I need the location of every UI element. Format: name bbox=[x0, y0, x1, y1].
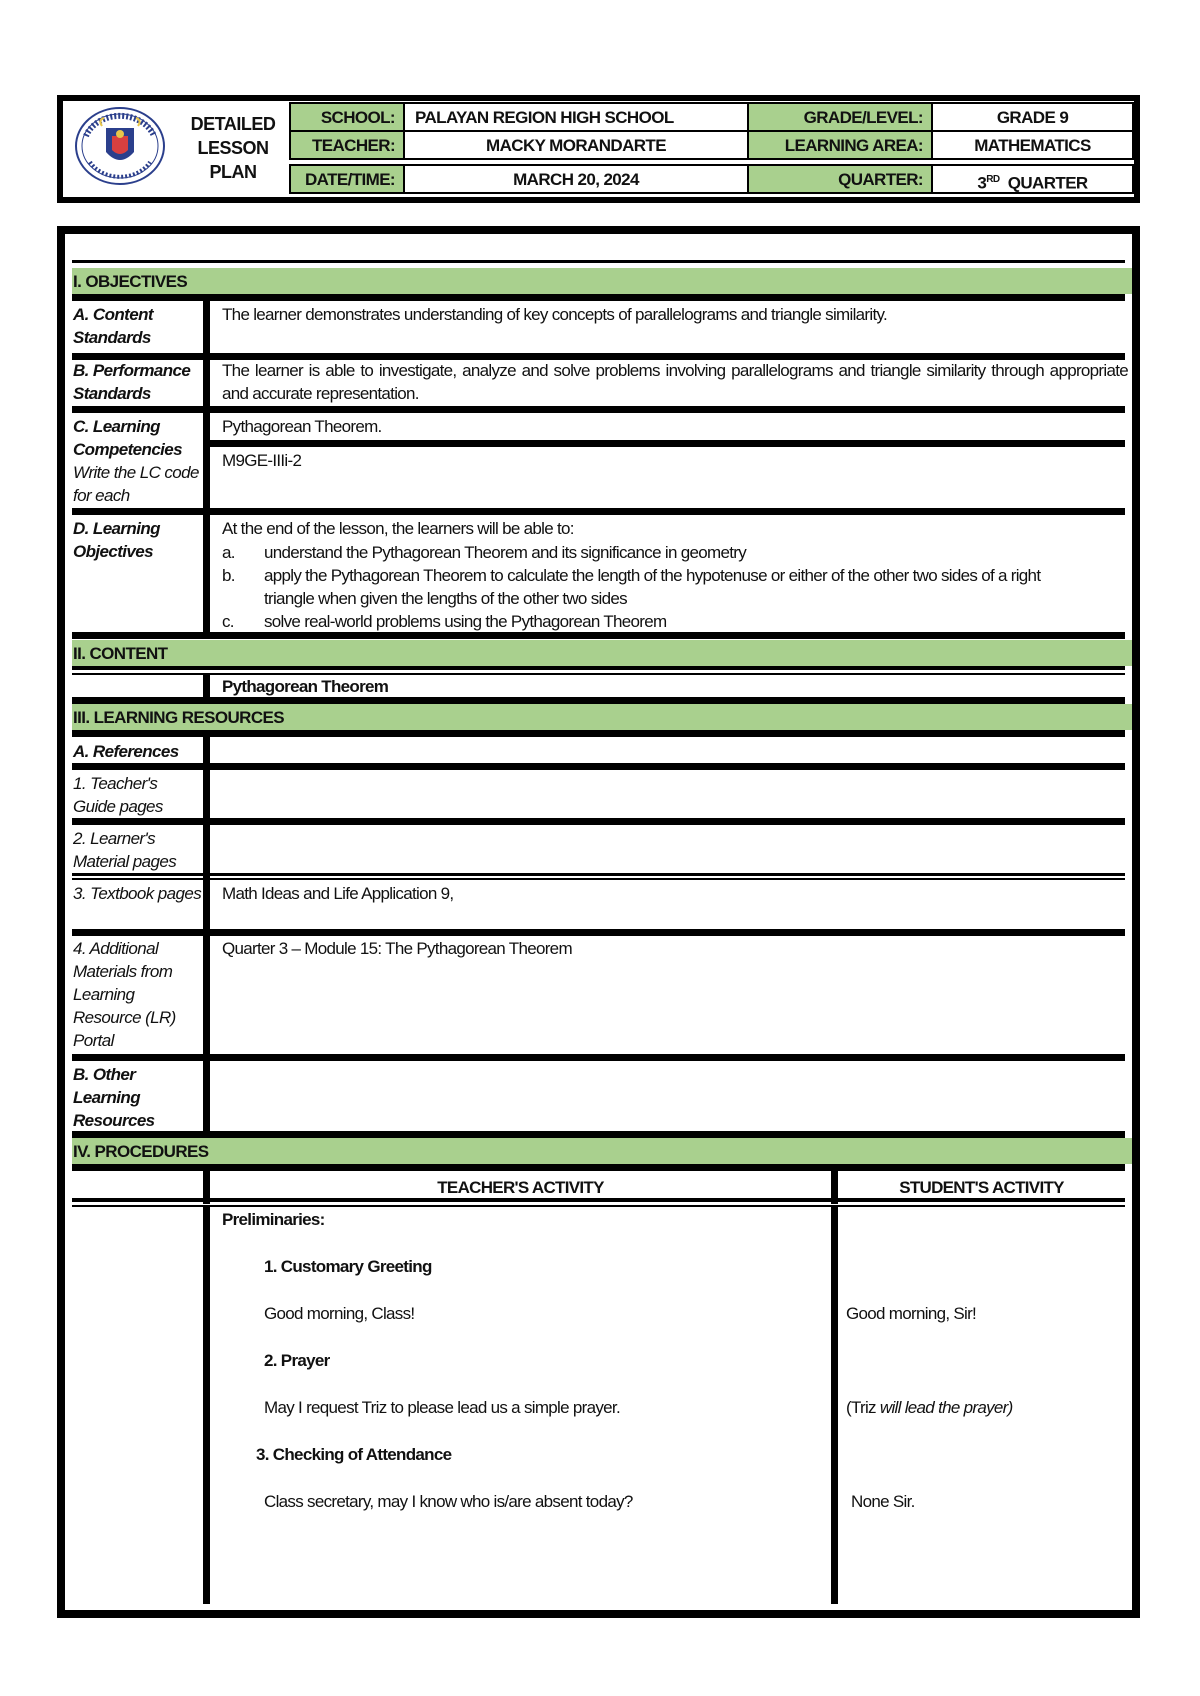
prayer-student-line: (Triz will lead the prayer) bbox=[846, 1398, 1013, 1417]
grade-label: GRADE/LEVEL: bbox=[747, 102, 933, 132]
additional-materials-label: 4. Additional Materials from Learning Resource (LR) Portal bbox=[73, 939, 176, 1050]
learning-objectives-label: D. Learning Objectives bbox=[73, 519, 160, 561]
quarter-label: QUARTER: bbox=[747, 164, 933, 194]
teachers-guide-label: 1. Teacher's Guide pages bbox=[73, 774, 163, 816]
teacher-label: TEACHER: bbox=[289, 130, 405, 160]
attendance-teacher-line: Class secretary, may I know who is/are absent today? bbox=[264, 1492, 633, 1511]
divider bbox=[72, 818, 1125, 825]
greeting-teacher-line: Good morning, Class! bbox=[264, 1304, 415, 1323]
divider bbox=[72, 763, 1125, 770]
section-resources-heading: III. LEARNING RESOURCES bbox=[72, 704, 1132, 730]
title-line: PLAN bbox=[209, 162, 257, 182]
prayer-teacher-line: May I request Triz to please lead us a simple prayer. bbox=[264, 1398, 620, 1417]
section-content-heading: II. CONTENT bbox=[72, 640, 1132, 666]
divider bbox=[72, 260, 1125, 263]
quarter-number: 3 bbox=[977, 173, 987, 193]
prayer-title: 2. Prayer bbox=[264, 1351, 330, 1370]
textbook-value: Math Ideas and Life Application 9, bbox=[222, 884, 454, 903]
datetime-label: DATE/TIME: bbox=[289, 164, 405, 194]
performance-standards-text: The learner is able to investigate, analyze and solve problems involving parallelograms and triangle similarity through appropriate and accurate representation. bbox=[222, 361, 1128, 403]
teacher-activity-header: TEACHER'S ACTIVITY bbox=[437, 1178, 604, 1197]
attendance-student-line: None Sir. bbox=[851, 1492, 915, 1511]
quarter-word: QUARTER bbox=[1007, 173, 1088, 193]
divider bbox=[72, 1198, 1125, 1202]
school-value: PALAYAN REGION HIGH SCHOOL bbox=[403, 102, 749, 132]
school-label: SCHOOL: bbox=[289, 102, 405, 132]
divider bbox=[72, 873, 1125, 876]
divider bbox=[72, 1164, 1125, 1171]
divider bbox=[72, 1054, 1125, 1061]
competency-text: Pythagorean Theorem. bbox=[222, 417, 382, 436]
title-line: LESSON bbox=[197, 138, 269, 158]
objective-item: c. solve real-world problems using the Pythagorean Theorem bbox=[222, 612, 667, 631]
lc-code: M9GE-IIIi-2 bbox=[222, 451, 302, 470]
performance-standards-label: B. Performance Standards bbox=[73, 361, 191, 403]
competencies-title: C. Learning Competencies bbox=[73, 417, 183, 459]
deped-seal-logo bbox=[72, 106, 168, 186]
objective-item: a. understand the Pythagorean Theorem and its significance in geometry bbox=[222, 543, 746, 562]
divider bbox=[72, 666, 1125, 670]
objective-item-continued: triangle when given the lengths of the other two sides bbox=[264, 589, 627, 608]
divider bbox=[72, 697, 1125, 704]
datetime-value: MARCH 20, 2024 bbox=[403, 164, 749, 194]
column-divider bbox=[203, 301, 210, 635]
content-standards-text: The learner demonstrates understanding of key concepts of parallelograms and triangle similarity. bbox=[222, 305, 888, 324]
quarter-value bbox=[931, 164, 1134, 194]
title-line: DETAILED bbox=[190, 114, 276, 134]
section-objectives-heading: I. OBJECTIVES bbox=[72, 268, 1132, 294]
other-resources-label: B. Other Learning Resources bbox=[73, 1065, 155, 1130]
divider bbox=[72, 878, 1125, 880]
teacher-value: MACKY MORANDARTE bbox=[403, 130, 749, 160]
learning-area-value: MATHEMATICS bbox=[931, 130, 1134, 160]
learners-material-label: 2. Learner's Material pages bbox=[73, 829, 177, 871]
learning-competencies-label bbox=[73, 415, 203, 507]
column-divider bbox=[203, 1207, 210, 1604]
quarter-suffix: RD bbox=[986, 174, 1000, 185]
greeting-title: 1. Customary Greeting bbox=[264, 1257, 432, 1276]
grade-value: GRADE 9 bbox=[931, 102, 1134, 132]
divider bbox=[72, 1131, 1125, 1138]
column-divider bbox=[831, 1207, 838, 1604]
divider bbox=[210, 440, 1125, 447]
objective-item: b. apply the Pythagorean Theorem to calculate the length of the hypotenuse or either of the other two sides of a right bbox=[222, 566, 1041, 585]
divider bbox=[72, 406, 1125, 413]
preliminaries-heading: Preliminaries: bbox=[222, 1210, 325, 1229]
additional-materials-value: Quarter 3 – Module 15: The Pythagorean Theorem bbox=[222, 939, 572, 958]
section-procedures-heading: IV. PROCEDURES bbox=[72, 1138, 1132, 1164]
textbook-label: 3. Textbook pages bbox=[73, 884, 202, 903]
student-activity-header: STUDENT'S ACTIVITY bbox=[899, 1178, 1064, 1197]
document-type-title bbox=[178, 112, 288, 184]
divider bbox=[72, 1205, 1125, 1207]
divider bbox=[72, 632, 1125, 639]
content-standards-label: A. Content Standards bbox=[73, 305, 153, 347]
greeting-student-line: Good morning, Sir! bbox=[846, 1304, 977, 1323]
learning-area-label: LEARNING AREA: bbox=[747, 130, 933, 160]
divider bbox=[72, 294, 1125, 301]
attendance-title: 3. Checking of Attendance bbox=[256, 1445, 452, 1464]
content-topic: Pythagorean Theorem bbox=[222, 677, 389, 696]
divider bbox=[72, 508, 1125, 515]
column-divider bbox=[203, 675, 210, 697]
divider bbox=[72, 929, 1125, 936]
competencies-note: Write the LC code for each bbox=[73, 463, 199, 505]
references-label: A. References bbox=[73, 742, 179, 761]
objectives-intro: At the end of the lesson, the learners will be able to: bbox=[222, 519, 574, 538]
divider bbox=[72, 730, 1125, 737]
